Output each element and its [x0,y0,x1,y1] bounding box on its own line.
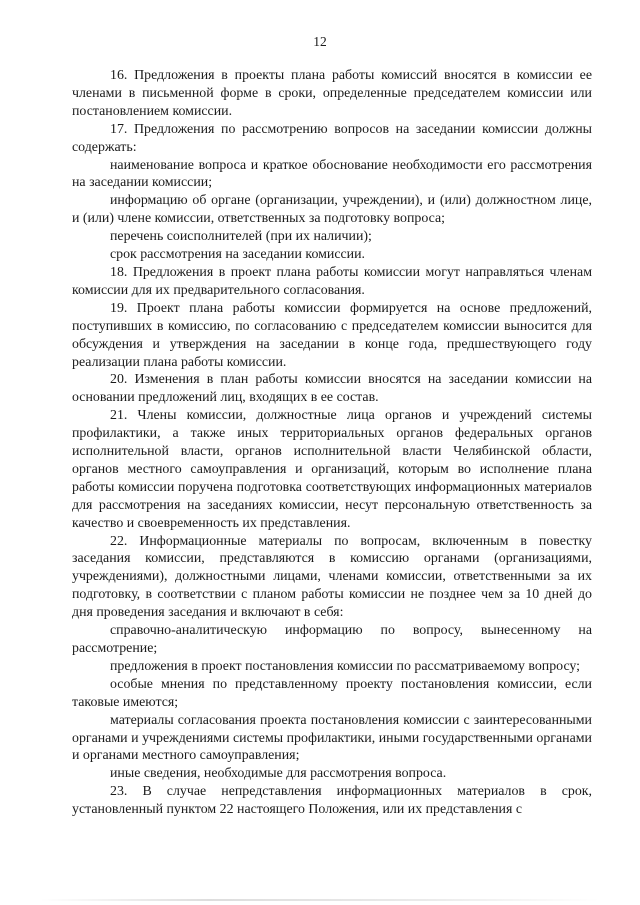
paragraph-17-item-4: срок рассмотрения на заседании комиссии. [110,247,366,263]
paragraph-22-item-1: справочно-аналитическую информацию по вопросу, вынесенному на рассмотрение; [72,623,592,656]
paragraph-18: 18. Предложения в проект плана работы комиссии могут направляться членам комиссии для их предварительного согласования. [72,264,592,298]
paragraph-17-item-1: наименование вопроса и краткое обоснование необходимости его рассмотрения на заседании комиссии; [72,157,592,191]
paragraph-16: 16. Предложения в проекты плана работы комиссий вносятся в комиссии ее членами в письменной форме в сроки, определенные председателем комиссии или постановлением комиссии. [72,68,592,119]
paragraph-17-item-3: перечень соисполнителей (при их наличии); [110,229,372,245]
paragraph-20: 20. Изменения в план работы комиссии вносятся на заседании комиссии на основании предложений лиц, входящих в ее состав. [72,372,592,406]
scan-edge-smudge [40,899,600,901]
document-body [72,67,592,819]
paragraph-22-item-3: особые мнения по представленному проекту постановления комиссии, если таковые имеются; [72,676,592,710]
paragraph-17: 17. Предложения по рассмотрению вопросов на заседании комиссии должны содержать: [72,121,592,155]
paragraph-22-item-4: материалы согласования проекта постановления комиссии с заинтересованными органами и учреждениями системы профилактики, иными государственными органами и органами местного самоуправления; [72,712,592,764]
paragraph-23: 23. В случае непредставления информационных материалов в срок, установленный пунктом 22 настоящего Положения, или их представления с [72,784,592,818]
paragraph-22-item-2: предложения в проект постановления комиссии по рассматриваемому вопросу; [110,658,581,674]
page-number: 12 [313,34,327,49]
paragraph-17-item-2: информацию об органе (организации, учреждении), и (или) должностном лице, и (или) члене комиссии, ответственных за подготовку вопроса; [72,193,592,227]
paragraph-19: 19. Проект плана работы комиссии формируется на основе предложений, поступивших в комиссию, по согласованию с председателем комиссии выносится для обсуждения и утверждения на заседании в конце года, предшествующего году реализации плана работы комиссии. [72,300,592,370]
paragraph-22: 22. Информационные материалы по вопросам, включенным в повестку заседания комиссии, представляются в комиссию органами (организациями, учреждениями), должностными лицами, членами комиссии, ответственными за их подготовку, в соответствии с планом работы комиссии не позднее чем за 10 дней до дня проведения заседания и включают в себя: [72,533,592,621]
paragraph-22-item-5: иные сведения, необходимые для рассмотрения вопроса. [110,766,447,782]
paragraph-21: 21. Члены комиссии, должностные лица органов и учреждений системы профилактики, а также иных территориальных органов федеральных органов исполнительной власти, органов исполнительной власти Челябинской области, органов местного самоуправления и организаций, которым во исполнение плана работы комиссии поручена подготовка соответствующих информационных материалов для рассмотрения на заседаниях комиссии, несут персональную ответственность за качество и своевременность их представления. [72,408,592,531]
